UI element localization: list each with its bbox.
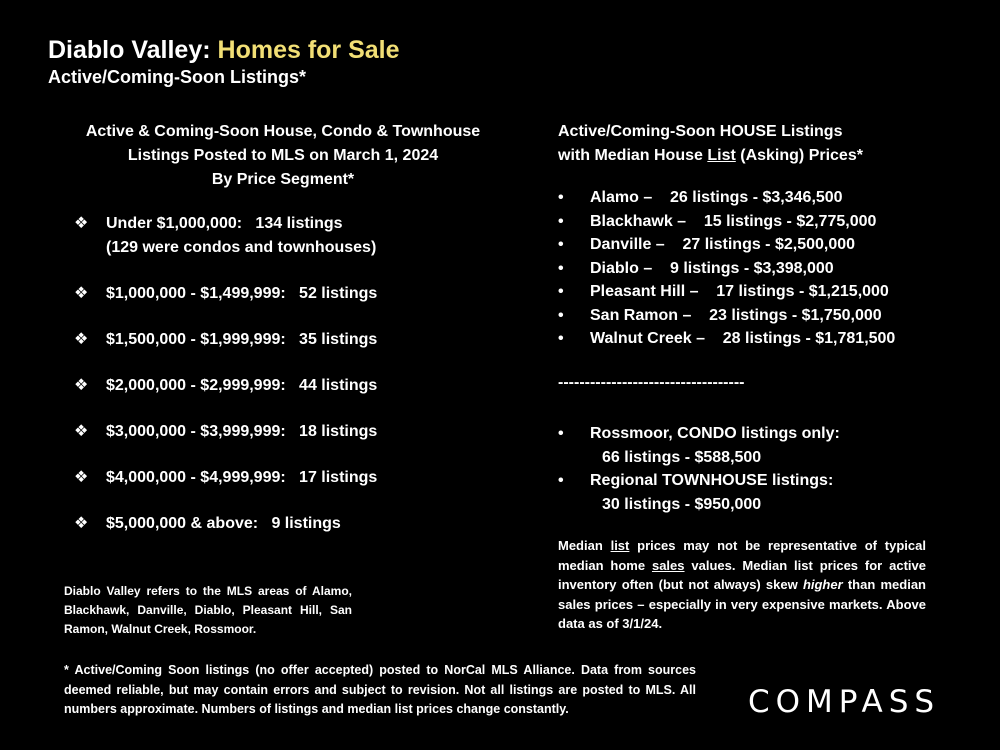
list-item: • Walnut Creek – 28 listings - $1,781,500 <box>558 327 895 351</box>
diamond-bullet-icon: ❖ <box>74 377 89 394</box>
city-count: 15 listings <box>703 212 783 230</box>
diamond-bullet-icon: ❖ <box>74 423 89 440</box>
bullet-icon: • <box>558 472 564 489</box>
heading-line: Active & Coming-Soon House, Condo & Townhouse <box>85 123 481 140</box>
city-count: 17 listings <box>716 283 795 300</box>
list-item <box>74 374 377 398</box>
extra-value: 66 listings - $588,500 <box>602 448 762 466</box>
city-count: 23 listings <box>709 306 788 324</box>
city-price: $3,346,500 <box>762 189 843 206</box>
city-count: 27 listings <box>682 236 761 253</box>
heading-text: (Asking) Prices* <box>735 147 863 164</box>
note-text: Median <box>558 538 611 553</box>
city-name: Walnut Creek – <box>590 330 705 347</box>
list-item: • Diablo – 9 listings - $3,398,000 <box>558 257 895 281</box>
segment-count: 18 listings <box>299 423 378 440</box>
bullet-icon: • <box>558 425 564 442</box>
heading-line: Active/Coming-Soon HOUSE Listings <box>558 123 843 140</box>
city-name: Pleasant Hill – <box>590 283 699 300</box>
page-subtitle: Active/Coming-Soon Listings* <box>48 67 307 87</box>
note-text: values. Median list prices for active inventory often (but not always) skew <box>558 557 926 592</box>
bullet-icon: • <box>558 259 564 277</box>
list-item: • Blackhawk – 15 listings - $2,775,000 <box>558 210 895 234</box>
extra-label: Rossmoor, CONDO listings only: <box>590 425 840 442</box>
list-item <box>74 328 377 352</box>
compass-logo: COMPASS <box>748 684 941 720</box>
segment-count: 44 listings <box>299 377 378 394</box>
city-name: San Ramon – <box>590 306 692 324</box>
bullet-icon: • <box>558 306 564 324</box>
city-price: $1,750,000 <box>801 306 882 324</box>
page-title <box>48 36 400 65</box>
city-price: $2,775,000 <box>796 212 877 230</box>
segment-range: $5,000,000 & above: <box>106 515 259 532</box>
diamond-bullet-icon: ❖ <box>74 469 89 486</box>
segment-range: Under $1,000,000: <box>106 215 243 232</box>
heading-line: By Price Segment* <box>211 171 355 188</box>
list-item <box>558 469 840 516</box>
segment-range: $2,000,000 - $2,999,999: <box>106 377 286 394</box>
divider-dashes: ----------------------------------- <box>558 374 745 391</box>
city-count: 9 listings <box>670 259 740 277</box>
title-prefix: Diablo Valley: <box>48 36 218 64</box>
diamond-bullet-icon: ❖ <box>74 215 89 232</box>
city-name: Alamo – <box>590 189 653 206</box>
bullet-icon: • <box>558 189 564 206</box>
segment-count: 35 listings <box>299 331 378 348</box>
price-segment-heading <box>48 120 518 192</box>
city-price: $3,398,000 <box>753 259 834 277</box>
list-item <box>558 422 840 469</box>
list-item <box>74 466 377 490</box>
diamond-bullet-icon: ❖ <box>74 515 89 532</box>
list-item <box>74 512 377 536</box>
segment-range: $1,000,000 - $1,499,999: <box>106 285 286 302</box>
note-underlined: list <box>610 538 630 553</box>
list-item: • Danville – 27 listings - $2,500,000 <box>558 233 895 257</box>
city-name: Diablo – <box>590 259 653 277</box>
note-text: than median sales prices – especially in very expensive markets. Above data as of 3/1/24. <box>558 577 926 631</box>
segment-range: $1,500,000 - $1,999,999: <box>106 331 286 348</box>
city-count: 28 listings <box>722 330 802 347</box>
extra-label: Regional TOWNHOUSE listings: <box>590 472 834 489</box>
list-item <box>74 420 377 444</box>
city-name: Danville – <box>590 236 665 253</box>
heading-text: with Median House <box>558 147 708 164</box>
list-item: • Alamo – 26 listings - $3,346,500 <box>558 186 895 210</box>
median-price-note <box>558 536 926 634</box>
segment-note: (129 were condos and townhouses) <box>106 239 377 256</box>
segment-count: 134 listings <box>255 215 343 232</box>
list-item: • Pleasant Hill – 17 listings - $1,215,000 <box>558 280 895 304</box>
price-segment-list <box>74 212 377 558</box>
city-price: $1,215,000 <box>808 283 889 300</box>
city-listing-list <box>558 186 895 351</box>
bullet-icon: • <box>558 330 564 347</box>
segment-range: $4,000,000 - $4,999,999: <box>106 469 286 486</box>
segment-count: 52 listings <box>299 285 378 302</box>
list-item <box>74 282 377 306</box>
heading-line: Listings Posted to MLS on March 1, 2024 <box>127 147 439 164</box>
area-note: Diablo Valley refers to the MLS areas of Alamo, Blackhawk, Danville, Diablo, Pleasant Hill, San Ramon, Walnut Creek, Rossmoor. <box>64 584 352 636</box>
bullet-icon: • <box>558 283 564 300</box>
city-price: $2,500,000 <box>774 236 856 253</box>
list-item <box>74 212 377 260</box>
condo-townhouse-list <box>558 422 840 516</box>
house-listings-heading <box>558 120 863 168</box>
title-highlight: Homes for Sale <box>217 36 400 64</box>
diamond-bullet-icon: ❖ <box>74 285 89 302</box>
city-price: $1,781,500 <box>815 330 896 347</box>
extra-value: 30 listings - $950,000 <box>602 495 762 513</box>
city-name: Blackhawk – <box>590 212 687 230</box>
note-text: prices may not be representative of typical median home <box>558 538 926 573</box>
bullet-icon: • <box>558 236 564 253</box>
note-underlined: sales <box>651 557 685 573</box>
note-italic: higher <box>802 577 843 592</box>
bullet-icon: • <box>558 212 564 230</box>
segment-count: 9 listings <box>271 515 341 532</box>
segment-range: $3,000,000 - $3,999,999: <box>106 423 286 440</box>
segment-count: 17 listings <box>299 469 378 486</box>
list-item: • San Ramon – 23 listings - $1,750,000 <box>558 304 895 328</box>
footnote: * Active/Coming Soon listings (no offer accepted) posted to NorCal MLS Alliance. Data from sources deemed reliable, but may contain errors and subject to revision. Not all listings are posted to MLS. All numbers approximate. Numbers of listings and median list prices change constantly. <box>64 663 696 716</box>
city-count: 26 listings <box>670 189 749 206</box>
heading-line <box>558 144 863 168</box>
diamond-bullet-icon: ❖ <box>74 331 89 348</box>
heading-underlined-text: List <box>707 147 736 164</box>
